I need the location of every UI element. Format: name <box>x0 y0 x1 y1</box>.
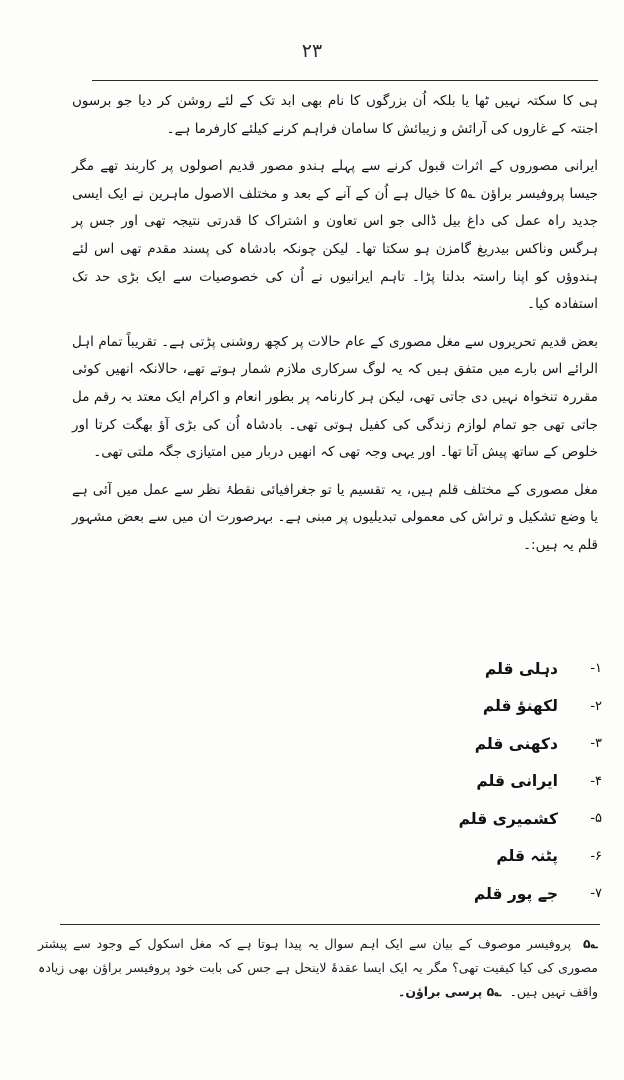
list-item-number: ۶- <box>590 848 602 864</box>
list-item-label: ایرانی قلم <box>476 772 558 791</box>
list-item-label: جے پور قلم <box>473 884 558 903</box>
list-item <box>402 838 602 876</box>
painting-schools-list <box>402 650 602 913</box>
footnote-mark: ؎۵ <box>583 936 598 951</box>
paragraph-3: بعض قدیم تحریروں سے مغل مصوری کے عام حالات پر کچھ روشنی پڑتی ہے۔ تقریباً تمام اہل الرائے اس بارے میں متفق ہیں کہ یہ لوگ سرکاری ملازم شمار ہوتے تھے، حالانکہ انھیں کوئی مقررہ تنخواہ نہیں دی جاتی تھی، لیکن ہر کارنامہ پر بطور انعام و اکرام ایک معتد بہ رقم مل جاتی تھی جو تمام لوازم زندگی کی کفیل ہوتی تھی۔ بادشاہ اُن کی بڑی آؤ بھگت کرتا اور خلوص کے ساتھ پیش آتا تھا۔ اور یہی وجہ تھی کہ انھیں دربار میں امتیازی جگہ ملتی تھی۔ <box>72 333 598 461</box>
paragraph-2: ایرانی مصوروں کے اثرات قبول کرنے سے پہلے ہندو مصور قدیم اصولوں پر کاربند تھے مگر جیسا پروفیسر براؤن ؎۵ کا خیال ہے اُن کے آنے کے بعد و مختلف الاصول ماہرین نے ایک ایسی جدید راہ عمل کی داغ بیل ڈالی جو اس تعاون و اشتراک کا قدرتی نتیجہ تھی اور جس پر ہرگس وناکس بیدریغ گامزن ہو سکتا تھا۔ لیکن چونکہ بادشاہ کی پسند مقدم تھی اس لئے ہندوؤں کو اپنا راستہ بدلنا پڑا۔ تاہم ایرانیوں نے اُن کی خصوصیات سے ایک بڑی حد تک استفادہ کیا۔ <box>72 158 598 313</box>
list-item-number: ۴- <box>590 773 602 789</box>
footnotes <box>38 932 598 1004</box>
paragraph-4: مغل مصوری کے مختلف قلم ہیں، یہ تقسیم یا تو جغرافیائی نقطۂ نظر سے عمل میں آئی ہے یا وضع تشکیل و تراش کی معمولی تبدیلیوں پر مبنی ہے۔ بہرصورت ان میں سے بعض مشہور قلم یہ ہیں:۔ <box>72 481 598 553</box>
list-item-number: ۱- <box>590 661 602 677</box>
footnote-reference: ؎۵ پرسی براؤن۔ <box>398 984 502 999</box>
list-item-number: ۵- <box>590 811 602 827</box>
main-text <box>72 88 598 560</box>
footnote <box>38 932 598 1004</box>
paragraph-1: ہی کا سکتہ نہیں ٹھا یا بلکہ اُن بزرگوں کا نام بھی ابد تک کے لئے روشن کر دیا جو برسوں اجنتہ کے غاروں کی آرائش و زیبائش کا سامان فراہم کرنے کیلئے کارفرما ہے۔ <box>72 93 598 137</box>
list-item-number: ۳- <box>590 736 602 752</box>
page-number: ۲۳ <box>301 40 323 62</box>
list-item <box>402 650 602 688</box>
list-item <box>402 688 602 726</box>
footnote-rule <box>60 924 600 925</box>
list-item <box>402 875 602 913</box>
list-item-label: کشمیری قلم <box>458 809 558 828</box>
header-rule <box>92 80 598 81</box>
list-item <box>402 725 602 763</box>
list-item-label: دہلی قلم <box>484 659 558 678</box>
list-item <box>402 800 602 838</box>
list-item-label: پٹنہ قلم <box>496 847 558 866</box>
list-item-number: ۷- <box>590 886 602 902</box>
list-item <box>402 763 602 801</box>
list-item-label: دکھنی قلم <box>474 734 558 753</box>
list-item-label: لکھنؤ قلم <box>482 697 558 716</box>
footnote-text: پروفیسر موصوف کے بیان سے ایک اہم سوال یہ پیدا ہوتا ہے کہ مغل اسکول کے وجود سے پیشتر مصوری کی کیا کیفیت تھی؟ مگر یہ ایک ایسا عقدۂ لاینحل ہے جس کی بابت خود پروفیسر براؤن بھی زیادہ واقف نہیں ہیں۔ <box>38 936 598 999</box>
list-item-number: ۲- <box>590 698 602 714</box>
